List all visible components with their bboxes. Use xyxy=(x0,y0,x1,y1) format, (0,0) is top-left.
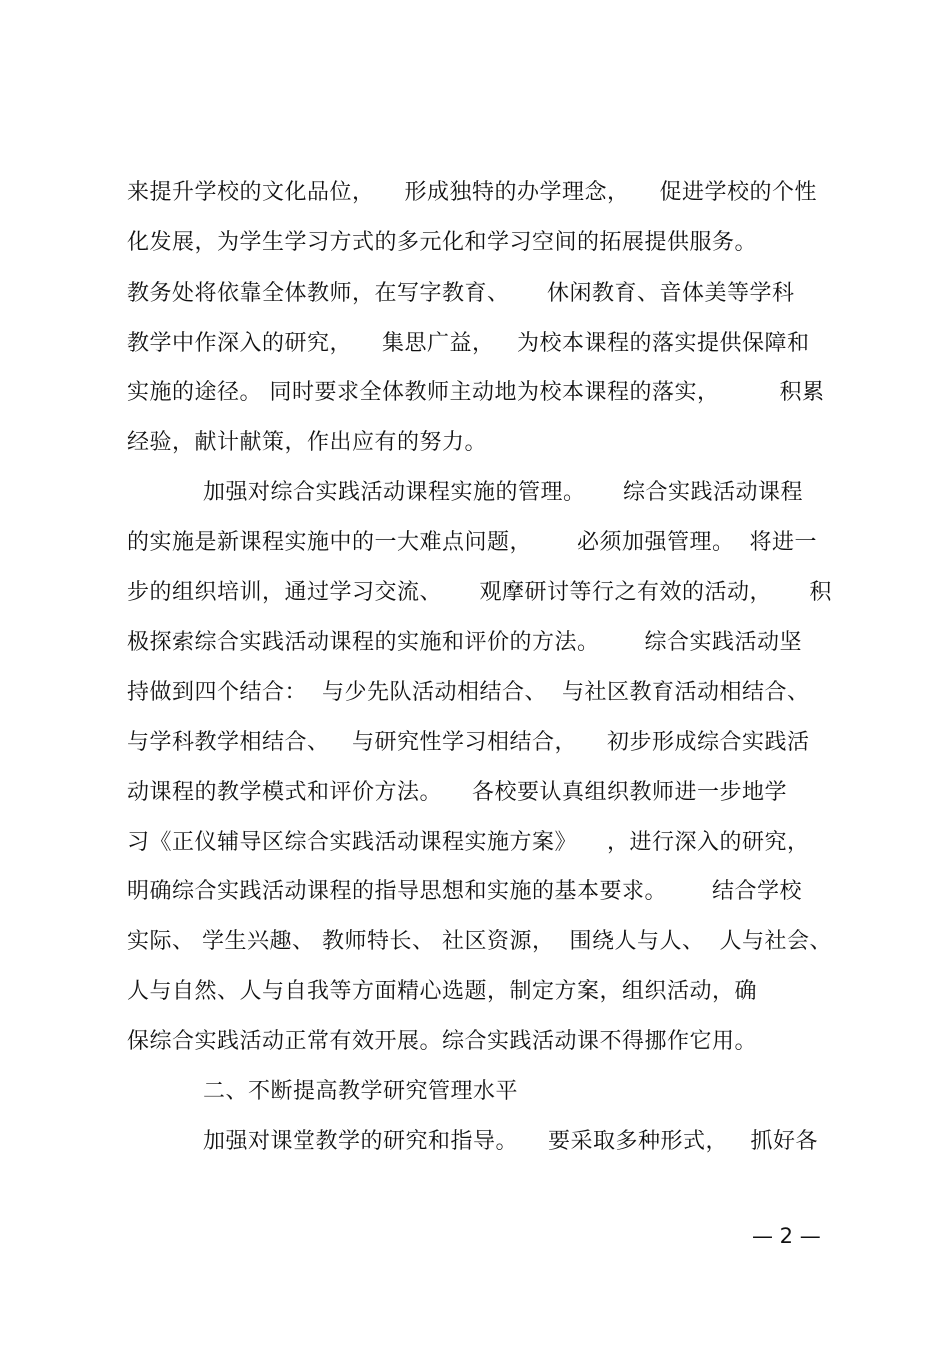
text-line-6: 经验，献计献策，作出应有的努力。 xyxy=(127,430,488,455)
text-line-12: 与学科教学相结合、 与研究性学习相结合， 初步形成综合实践活 xyxy=(127,730,810,755)
text-line-10: 极探索综合实践活动课程的实施和评价的方法。 综合实践活动坚 xyxy=(127,630,802,655)
text-line-2: 化发展，为学生学习方式的多元化和学习空间的拓展提供服务。 xyxy=(127,230,758,255)
text-line-15: 明确综合实践活动课程的指导思想和实施的基本要求。 结合学校 xyxy=(127,879,802,904)
text-line-3: 教务处将依靠全体教师，在写字教育、 休闲教育、音体美等学科 xyxy=(127,281,795,306)
text-line-18: 保综合实践活动正常有效开展。综合实践活动课不得挪作它用。 xyxy=(127,1029,758,1054)
text-line-16: 实际、 学生兴趣、 教师特长、 社区资源， 围绕人与人、 人与社会、 xyxy=(127,929,832,954)
text-line-20: 加强对课堂教学的研究和指导。 要采取多种形式， 抓好各 xyxy=(203,1129,818,1154)
text-line-9: 步的组织培训，通过学习交流、 观摩研讨等行之有效的活动， 积 xyxy=(127,580,832,605)
text-line-11: 持做到四个结合： 与少先队活动相结合、 与社区教育活动相结合、 xyxy=(127,680,810,705)
text-line-13: 动课程的教学模式和评价方法。 各校要认真组织教师进一步地学 xyxy=(127,780,787,805)
section-heading: 二、不断提高教学研究管理水平 xyxy=(203,1079,519,1104)
text-line-4: 教学中作深入的研究， 集思广益， 为校本课程的落实提供保障和 xyxy=(127,331,810,356)
text-line-1: 来提升学校的文化品位， 形成独特的办学理念， 促进学校的个性 xyxy=(127,180,817,205)
page-number: — 2 — xyxy=(752,1224,821,1248)
text-line-17: 人与自然、人与自我等方面精心选题，制定方案，组织活动，确 xyxy=(127,979,758,1004)
text-line-8: 的实施是新课程实施中的一大难点问题， 必须加强管理。 将进一 xyxy=(127,530,817,555)
text-line-5: 实施的途径。 同时要求全体教师主动地为校本课程的落实， 积累 xyxy=(127,380,825,405)
text-line-14: 习《正仪辅导区综合实践活动课程实施方案》 ，进行深入的研究， xyxy=(127,830,810,855)
text-line-7: 加强对综合实践活动课程实施的管理。 综合实践活动课程 xyxy=(203,480,803,505)
